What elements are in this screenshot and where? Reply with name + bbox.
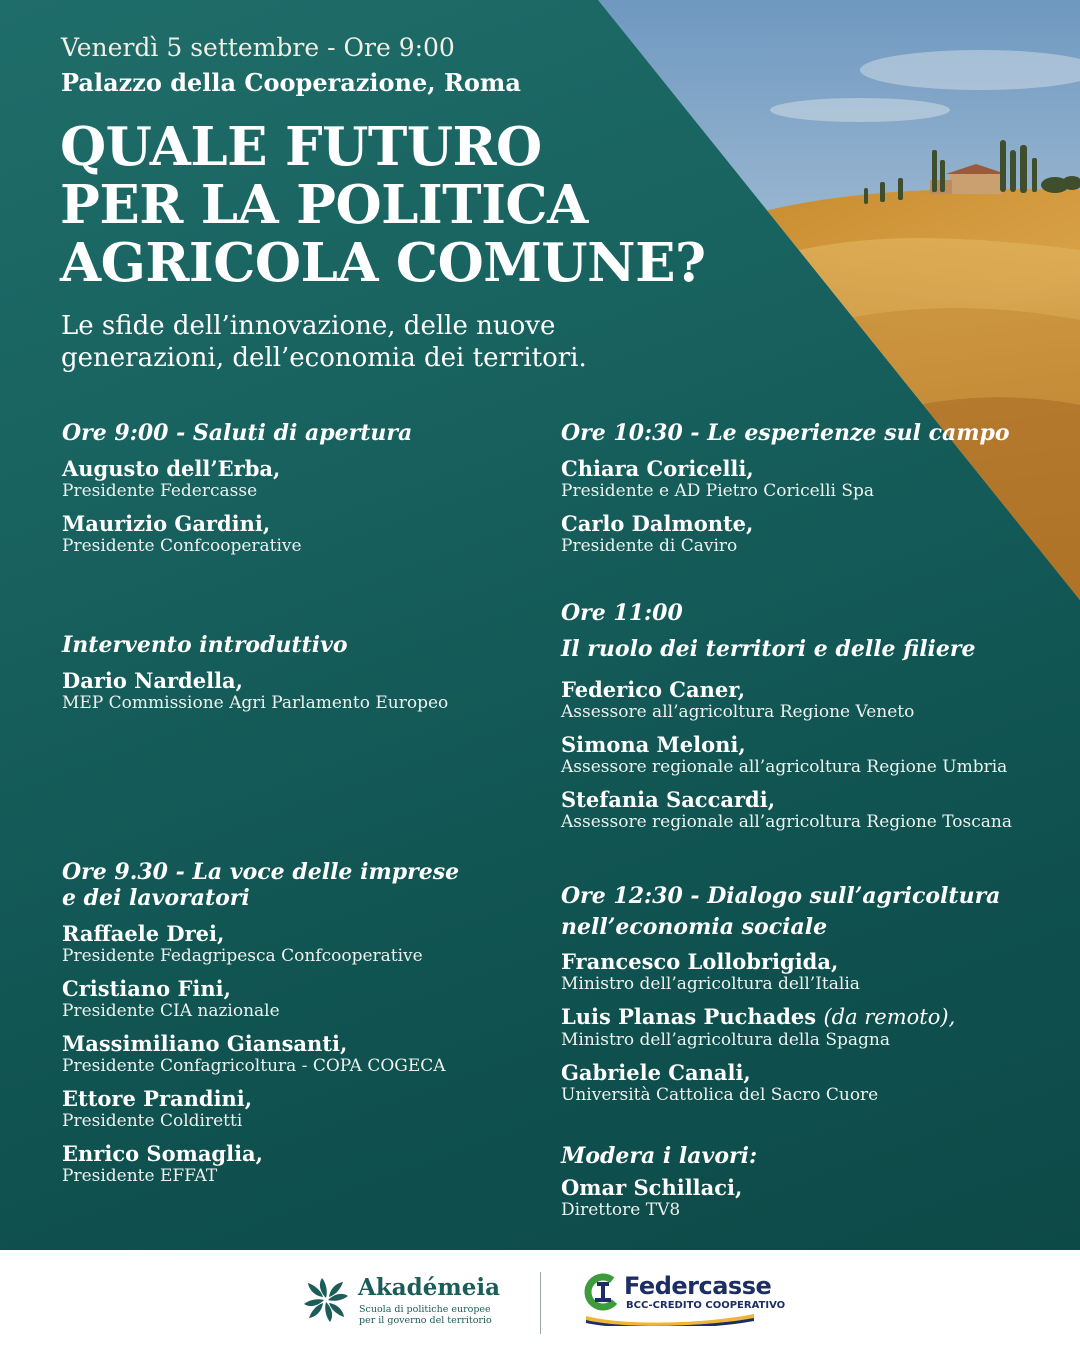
speaker	[62, 456, 412, 502]
title-line: PER LA POLITICA	[60, 174, 588, 236]
speaker-name: Massimiliano Giansanti,	[62, 1031, 348, 1056]
session-title-line: Il ruolo dei territori e delle filiere	[561, 636, 976, 662]
federcasse-name: Federcasse	[624, 1272, 772, 1300]
speaker-name: Chiara Coricelli,	[561, 456, 754, 481]
speaker	[62, 921, 459, 967]
session-social-economy	[561, 881, 1000, 1115]
speaker-name: Simona Meloni,	[561, 732, 746, 757]
session-opening	[62, 420, 412, 566]
federcasse-logo-icon	[583, 1272, 623, 1312]
federcasse-swoosh-icon	[584, 1310, 756, 1326]
speaker-name: Carlo Dalmonte,	[561, 511, 754, 536]
event-venue: Palazzo della Cooperazione, Roma	[61, 68, 521, 97]
speaker-role: Presidente e AD Pietro Coricelli Spa	[561, 481, 875, 501]
session-businesses	[62, 859, 459, 1196]
speaker-role: Presidente CIA nazionale	[62, 1001, 280, 1021]
federcasse-subtitle: BCC-CREDITO COOPERATIVO	[626, 1300, 786, 1311]
speaker	[62, 511, 412, 557]
akademeia-name: Akadémeia	[358, 1274, 501, 1301]
event-subtitle	[61, 310, 587, 374]
speaker	[561, 456, 1010, 502]
akademeia-tagline: per il governo del territorio	[359, 1315, 492, 1326]
speaker	[561, 1004, 1000, 1051]
speaker-name: Federico Caner,	[561, 677, 746, 702]
speaker-role: Presidente Federcasse	[62, 481, 258, 501]
session-territories	[561, 595, 1012, 842]
speaker-name: Ettore Prandini,	[62, 1086, 253, 1111]
title-line: AGRICOLA COMUNE?	[60, 232, 706, 294]
subtitle-line: generazioni, dell’economia dei territori.	[61, 343, 587, 373]
speaker-name: Luis Planas Puchades	[561, 1004, 817, 1029]
speaker-name: Raffaele Drei,	[62, 921, 225, 946]
speaker-name: Omar Schillaci,	[561, 1175, 743, 1200]
footer-logos	[0, 1250, 1080, 1350]
speaker-role: Direttore TV8	[561, 1200, 681, 1220]
subtitle-line: Le sfide dell’innovazione, delle nuove	[61, 311, 556, 341]
session-title: Ore 10:30 - Le esperienze sul campo	[561, 420, 1010, 446]
session-title-line: e dei lavoratori	[62, 885, 250, 911]
speaker-name: Enrico Somaglia,	[62, 1141, 263, 1166]
speaker-name: Francesco Lollobrigida,	[561, 949, 839, 974]
speaker-role: Presidente Coldiretti	[62, 1111, 243, 1131]
speaker	[62, 976, 459, 1022]
session-title	[62, 859, 459, 911]
speaker-role: Presidente Confcooperative	[62, 536, 302, 556]
speaker	[561, 787, 1012, 833]
session-intro	[62, 632, 448, 723]
speaker	[62, 1086, 459, 1132]
akademeia-logo-icon	[300, 1274, 352, 1326]
speaker-role: MEP Commissione Agri Parlamento Europeo	[62, 693, 449, 713]
speaker	[62, 1141, 459, 1187]
session-title: Intervento introduttivo	[62, 632, 348, 658]
speaker-role: Ministro dell’agricoltura dell’Italia	[561, 974, 860, 994]
session-title: Modera i lavori:	[561, 1143, 758, 1169]
speaker-name: Augusto dell’Erba,	[62, 456, 281, 481]
speaker-role: Presidente Confagricoltura - COPA COGECA	[62, 1056, 446, 1076]
speaker-role: Assessore all’agricoltura Regione Veneto	[561, 702, 915, 722]
session-title-line: Ore 11:00	[561, 600, 683, 626]
speaker-role: Università Cattolica del Sacro Cuore	[561, 1085, 879, 1105]
speaker-name: Dario Nardella,	[62, 668, 243, 693]
speaker-role: Assessore regionale all’agricoltura Regione Umbria	[561, 757, 1008, 777]
speaker-role: Ministro dell’agricoltura della Spagna	[561, 1030, 890, 1050]
title-line: QUALE FUTURO	[60, 116, 542, 178]
speaker-role: Presidente di Caviro	[561, 536, 738, 556]
session-title-line: Ore 12:30 - Dialogo sull’agricoltura	[561, 883, 1001, 909]
speaker	[561, 1175, 757, 1221]
event-date-time: Venerdì 5 settembre - Ore 9:00	[61, 33, 455, 62]
session-title	[561, 881, 1000, 943]
speaker-name: Cristiano Fini,	[62, 976, 231, 1001]
speaker	[561, 1060, 1000, 1106]
speaker	[62, 1031, 459, 1077]
speaker	[561, 732, 1012, 778]
speaker-role: Presidente Fedagripesca Confcooperative	[62, 946, 423, 966]
session-field-experiences	[561, 420, 1010, 566]
speaker	[561, 677, 1012, 723]
akademeia-tagline: Scuola di politiche europee	[359, 1304, 491, 1315]
session-title-line: nell’economia sociale	[561, 914, 828, 940]
session-title	[561, 595, 1012, 667]
speaker	[561, 949, 1000, 995]
remote-note: (da remoto),	[823, 1005, 956, 1029]
speaker-name: Maurizio Gardini,	[62, 511, 271, 536]
speaker-role: Assessore regionale all’agricoltura Regione Toscana	[561, 812, 1012, 832]
session-moderator	[561, 1143, 757, 1230]
session-title-line: Ore 9.30 - La voce delle imprese	[62, 859, 460, 885]
speaker-name: Gabriele Canali,	[561, 1060, 751, 1085]
speaker	[62, 668, 448, 714]
speaker-name: Stefania Saccardi,	[561, 787, 776, 812]
speaker-role: Presidente EFFAT	[62, 1166, 218, 1186]
speaker-name-line	[561, 1004, 1000, 1030]
event-title	[60, 118, 706, 292]
speaker	[561, 511, 1010, 557]
session-title: Ore 9:00 - Saluti di apertura	[62, 420, 413, 446]
logo-divider	[540, 1272, 541, 1334]
